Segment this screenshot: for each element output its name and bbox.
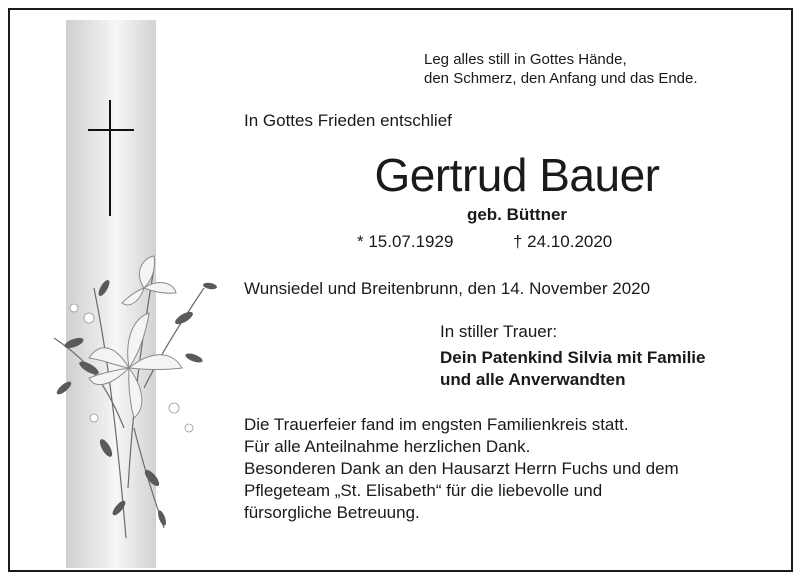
cross-icon xyxy=(86,100,136,218)
closing-line: Für alle Anteilnahme herzlichen Dank. xyxy=(244,437,531,456)
mourning-heading: In stiller Trauer: xyxy=(440,322,558,341)
verse-line: den Schmerz, den Anfang und das Ende. xyxy=(424,70,698,87)
death-date: † 24.10.2020 xyxy=(513,232,613,251)
closing-line: Besonderen Dank an den Hausarzt Herrn Fuchs und dem xyxy=(244,459,679,478)
birth-name: geb. Büttner xyxy=(466,205,568,224)
verse xyxy=(424,50,698,88)
intro-text: In Gottes Frieden entschlief xyxy=(244,111,452,130)
closing-line: Pflegeteam „St. Elisabeth“ für die liebevolle und xyxy=(244,481,603,500)
closing-text xyxy=(244,414,679,524)
verse-line: Leg alles still in Gottes Hände, xyxy=(424,51,627,68)
mourners xyxy=(440,347,705,391)
place-and-date: Wunsiedel und Breitenbrunn, den 14. November 2020 xyxy=(244,279,651,298)
mourners-line: Dein Patenkind Silvia mit Familie xyxy=(440,348,706,367)
closing-line: Die Trauerfeier fand im engsten Familienkreis statt. xyxy=(244,415,629,434)
deceased-name: Gertrud Bauer xyxy=(374,149,660,201)
mourners-line: und alle Anverwandten xyxy=(440,370,626,389)
birth-date: * 15.07.1929 xyxy=(357,232,454,251)
lily-flower-icon xyxy=(34,248,220,548)
closing-line: fürsorgliche Betreuung. xyxy=(244,503,420,522)
